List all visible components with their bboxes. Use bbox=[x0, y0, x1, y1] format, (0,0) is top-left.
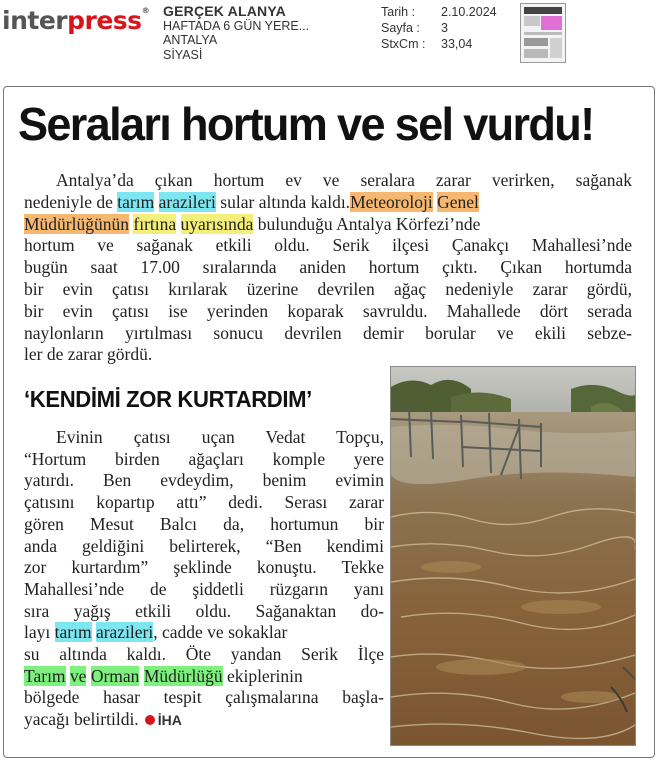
clipping-meta bbox=[381, 4, 497, 52]
body-line: bölgede hasar tespit çalışmalarına başla- bbox=[24, 687, 384, 708]
lead-line: Antalya’da çıkan hortum ev ve seralara zarar verirken, sağanak bbox=[56, 170, 632, 190]
highlight-keyword: Müdürlüğünün bbox=[24, 213, 129, 234]
date-value: 2.10.2024 bbox=[441, 5, 497, 19]
body-text: yacağı belirtildi. bbox=[24, 709, 139, 730]
lead-line bbox=[24, 192, 632, 214]
lead-line: bugün saat 17.00 sıralarında aniden hortum çıktı. Çıkan hortumda bbox=[24, 257, 632, 278]
lead-line: bir evin çatısı ise yerinden koparak savruldu. Mahallede dört serada bbox=[24, 300, 632, 321]
publication-city: ANTALYA bbox=[163, 33, 218, 47]
body-line: zor kurtardım” şeklinde konuştu. Tekke bbox=[24, 557, 384, 578]
body-line bbox=[24, 666, 384, 688]
publication-info bbox=[163, 4, 309, 62]
logo-registered-mark: ® bbox=[141, 6, 150, 15]
thumb-block bbox=[524, 16, 540, 26]
highlight-keyword: Meteoroloji bbox=[350, 191, 433, 212]
stxcm-label: StxCm : bbox=[381, 37, 426, 51]
publication-frequency: HAFTADA 6 GÜN YERE... bbox=[163, 18, 310, 33]
highlight-keyword: uyarısında bbox=[180, 213, 254, 234]
article-lead bbox=[24, 170, 632, 366]
body-line: anda geldiğini belirterek, “Ben kendimi bbox=[24, 535, 384, 556]
lead-line: bir evin çatısı kırılarak üzerine devrilen ağaç nedeniyle zarar gördü, bbox=[24, 278, 632, 299]
lead-line: ler de zarar gördü. bbox=[24, 344, 153, 365]
date-row bbox=[381, 4, 497, 20]
source-dot-icon bbox=[145, 715, 155, 725]
body-line: gören Mesut Balcı da, hortumun bir bbox=[24, 513, 384, 534]
page-row bbox=[381, 20, 497, 36]
highlight-keyword: Tarım bbox=[24, 665, 66, 686]
highlight-keyword: tarım bbox=[54, 622, 92, 643]
interpress-logo bbox=[2, 6, 149, 35]
flood-photo bbox=[390, 366, 636, 746]
highlight-keyword: ve bbox=[69, 665, 87, 686]
date-label: Tarih : bbox=[381, 5, 416, 19]
clipping-header bbox=[0, 0, 658, 80]
body-line bbox=[24, 622, 384, 644]
flood-photo-image bbox=[391, 367, 635, 745]
lead-line: hortum ve sağanak etkili oldu. Serik ilçesi Çanakçı Mahallesi’nde bbox=[24, 235, 632, 256]
lead-line bbox=[24, 214, 632, 236]
logo-accent-text: press bbox=[67, 6, 142, 35]
body-line: sıra yağış etkili oldu. Sağanaktan do- bbox=[24, 600, 384, 621]
thumb-block bbox=[524, 38, 548, 46]
highlight-keyword: tarım bbox=[117, 191, 155, 212]
thumb-block bbox=[524, 32, 562, 35]
thumb-block bbox=[550, 38, 562, 58]
highlight-keyword: Genel bbox=[437, 191, 479, 212]
body-text: layı bbox=[24, 622, 55, 643]
body-text: ekiplerinin bbox=[222, 665, 303, 686]
body-text: , cadde ve sokaklar bbox=[153, 622, 288, 643]
lead-text: sular altında kaldı. bbox=[215, 191, 351, 212]
highlight-keyword: Orman bbox=[90, 665, 140, 686]
page-thumbnail[interactable] bbox=[520, 3, 566, 63]
thumb-block bbox=[524, 49, 548, 58]
highlight-keyword: Müdürlüğü bbox=[143, 665, 223, 686]
body-line: çatısını kopartıp attı” dedi. Serası zarar bbox=[24, 492, 384, 513]
page-label: Sayfa : bbox=[381, 21, 420, 35]
body-line: Mahallesi’nde de şiddetli rüzgarın yanı bbox=[24, 578, 384, 599]
lead-text: bulunduğu Antalya Körfezi’nde bbox=[253, 213, 481, 234]
highlight-keyword: arazileri bbox=[158, 191, 216, 212]
lead-line: naylonların yırtılması sonucu devrilen demir borular ve ekili sebze- bbox=[24, 322, 632, 343]
article-subheading: ‘KENDİMİ ZOR KURTARDIM’ bbox=[24, 386, 312, 412]
highlight-keyword: arazileri bbox=[95, 622, 154, 643]
thumb-highlight-block bbox=[541, 16, 562, 30]
highlight-keyword: fırtına bbox=[133, 213, 177, 234]
stxcm-row bbox=[381, 36, 497, 52]
body-line: su altında kaldı. Öte yandan Serik İlçe bbox=[24, 644, 384, 665]
body-line bbox=[24, 709, 384, 732]
body-line: yatırdı. Ben evdeydim, benim evimin bbox=[24, 470, 384, 491]
page-value: 3 bbox=[441, 21, 448, 35]
body-line: “Hortum birden ağaçları komple yere bbox=[24, 448, 384, 469]
article-body bbox=[24, 427, 384, 732]
publication-category: SİYASİ bbox=[163, 47, 203, 62]
lead-text: nedeniyle de bbox=[24, 191, 118, 212]
stxcm-value: 33,04 bbox=[441, 37, 473, 51]
publication-name: GERÇEK ALANYA bbox=[163, 3, 286, 19]
logo-main-text: inter bbox=[2, 6, 68, 35]
thumb-block bbox=[524, 7, 562, 14]
source-label: İHA bbox=[157, 712, 182, 729]
body-line: Evinin çatısı uçan Vedat Topçu, bbox=[56, 427, 384, 447]
article-headline: Seraları hortum ve sel vurdu! bbox=[18, 98, 594, 150]
